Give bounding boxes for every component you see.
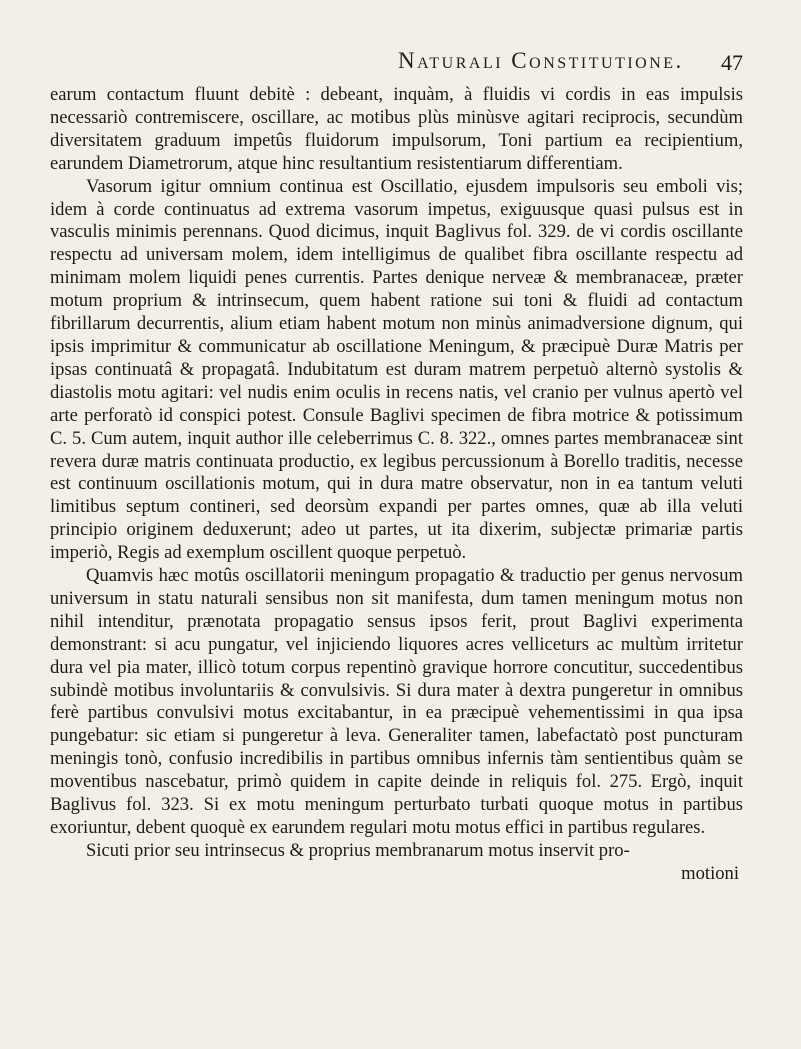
paragraph: earum contactum fluunt debitè : debeant, inquàm, à fluidis vi cordis in eas impulsis necessariò contremiscere, oscillare, ac motibus plùs minùsve agitari reciprocis, secundùm diversitatem graduum impetûs fluidorum impulsorum, Toni partium ea recipientium, earundem Diametrorum, atque hinc resultantium resistentiarum differentiam. [50,84,743,174]
catchword: motioni [681,862,739,884]
paragraph: Quamvis hæc motûs oscillatorii meningum propagatio & traductio per genus nervosum universum in statu naturali sensibus non sit manifesta, dum tamen meningum motus non nihil intenditur, prænotata propagatio sensus ipsos ferit, prout Baglivi experimenta demonstrant: si acu pungatur, vel injiciendo liquores acres velliceturs ac multùm irritetur dura vel pia mater, illicò totum corpus repentinò gravique horrore concutitur, succedentibus subindè motibus involuntariis & convulsivis. Si dura mater à dextra pungeretur in omnibus ferè partibus convulsivi motus excitabantur, in ea præcipuè vehementissimi in qua ipsa pungebatur: sic etiam si pungeretur à leva. Generaliter tamen, labefactatò post puncturam meningis tonò, confusio incredibilis in partibus omnibus infernis tàm sentientibus quàm se moventibus nascebatur, primò quidem in capite deinde in reliquis fol. 275. Ergò, inquit Baglivus fol. 323. Si ex motu meningum perturbato turbati quoque motus in partibus exoriuntur, debent quoquè ex earundem regulari motu motus effici in partibus regulares. [50,565,743,838]
running-title: Naturali Constitutione. [398,48,684,73]
paragraph: Sicuti prior seu intrinsecus & proprius membranarum motus inservit pro- [86,839,630,861]
paragraph: Vasorum igitur omnium continua est Oscillatio, ejusdem impulsoris seu emboli vis; idem à corde continuatus ad extrema vasorum impetus, exiguusque quasi pulsus est in vasculis minimis perennans. Quod dicimus, inquit Baglivus fol. 329. de vi cordis oscillante respectu ad universam molem, idem intelligimus de qualibet fibra oscillante respectu ad minimam molem liquidi penes currentis. Partes denique nerveæ & membranaceæ, præter motum proprium & intrinsecum, quem habent ratione sui toni & fluidi ad contactum fibrillarum decurrentis, alium etiam habent motum non minùs animadversione dignum, qui ipsis imprimitur & communicatur ab oscillatione Meningum, & præcipuè Duræ Matris per ipsas continuatâ & propagatâ. Indubitatum est duram matrem perpetuò alternò systolis & diastolis motu agitari: vel nudis enim oculis in recens natis, vel cranio per vulnus apertò vel arte perforatò id conspici potest. Consule Baglivi specimen de fibra motrice & potissimum C. 5. Cum autem, inquit author ille celeberrimus C. 8. 322., omnes partes membranaceæ sint revera duræ matris continuata productio, ex legibus percussionum à Borello traditis, necesse est continuum oscillationis motum, qui in dura matre observatur, non in ea tantum veluti limitibus septum contineri, sed deorsùm expandi per partes omnes, quæ ab illa veluti principio originem deduxerunt; adeo ut partes, ut ita dixerim, subjectæ primariæ partis imperiò, Regis ad exemplum oscillent quoque perpetuò. [50,175,743,564]
running-head [50,44,743,84]
page-number: 47 [721,50,743,75]
body-text [50,84,743,863]
